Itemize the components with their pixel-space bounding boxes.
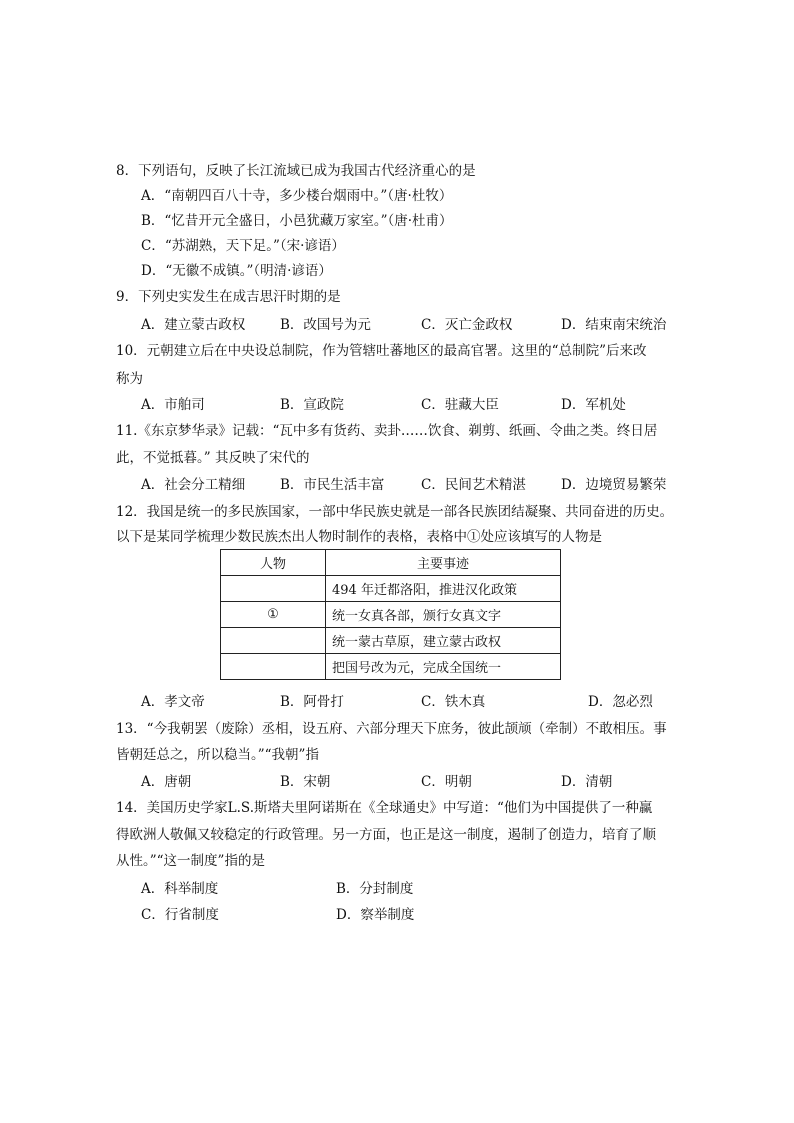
question-10-option-a: A．市舶司 <box>141 397 205 413</box>
table-cell-deeds: 统一女真各部，颁行女真文字 <box>326 602 561 628</box>
question-10-option-d: D．军机处 <box>561 397 626 413</box>
question-10-option-c: C．驻藏大臣 <box>421 397 499 413</box>
question-10-stem-line-1: 10．元朝建立后在中央设总制院，作为管辖吐蕃地区的最高官署。这里的“总制院”后来改 <box>116 343 647 359</box>
question-9-stem: 9．下列史实发生在成吉思汗时期的是 <box>116 289 341 305</box>
table-row <box>221 576 561 602</box>
question-11-option-d: D．边境贸易繁荣 <box>561 477 667 493</box>
table-cell-person: ① <box>221 602 326 628</box>
question-9-option-c: C．灭亡金政权 <box>421 317 513 333</box>
table-row <box>221 628 561 654</box>
table-cell-person <box>221 576 326 602</box>
table-row <box>221 654 561 680</box>
question-13-stem-line-2: 皆朝廷总之，所以稳当。”“我朝”指 <box>116 747 319 763</box>
question-8-option-d: D．“无徽不成镇。”（明清·谚语） <box>141 263 332 279</box>
question-10-option-b: B．宣政院 <box>280 397 344 413</box>
table-cell-deeds: 统一蒙古草原，建立蒙古政权 <box>326 628 561 654</box>
question-14-option-a: A．科举制度 <box>141 881 219 897</box>
question-14-option-c: C．行省制度 <box>141 907 219 923</box>
question-13-stem-line-1: 13．“今我朝罢（废除）丞相，设五府、六部分理天下庶务，彼此颉颃（牵制）不敢相压。事 <box>116 721 667 737</box>
table-cell-deeds: 494 年迁都洛阳，推进汉化政策 <box>326 576 561 602</box>
question-12-option-b: B．阿骨打 <box>280 694 344 710</box>
question-14-option-d: D．察举制度 <box>336 907 415 923</box>
question-12-stem-line-2: 以下是某同学梳理少数民族杰出人物时制作的表格，表格中①处应该填写的人物是 <box>116 529 602 545</box>
question-14-stem-line-1: 14．美国历史学家L.S.斯塔夫里阿诺斯在《全球通史》中写道：“他们为中国提供了一种赢 <box>116 800 653 816</box>
question-13-option-c: C．明朝 <box>421 774 472 790</box>
question-10-stem-line-2: 称为 <box>116 371 143 387</box>
question-11-option-a: A．社会分工精细 <box>141 477 246 493</box>
question-11-option-b: B．市民生活丰富 <box>280 477 385 493</box>
question-9-option-b: B．改国号为元 <box>280 317 371 333</box>
header-deeds: 主要事迹 <box>326 550 561 576</box>
question-13-option-a: A．唐朝 <box>141 774 192 790</box>
question-8-option-a: A．“南朝四百八十寺，多少楼台烟雨中。”（唐·杜牧） <box>141 188 453 204</box>
question-8-option-b: B．“忆昔开元全盛日，小邑犹藏万家室。”（唐·杜甫） <box>141 213 453 229</box>
question-11-stem-line-1: 11.《东京梦华录》记载：“瓦中多有货药、卖卦……饮食、剃剪、纸画、令曲之类。终日居 <box>116 423 658 439</box>
question-12-option-a: A．孝文帝 <box>141 694 205 710</box>
header-person: 人物 <box>221 550 326 576</box>
ethnic-figures-table <box>220 549 561 680</box>
question-9-option-a: A．建立蒙古政权 <box>141 317 246 333</box>
question-12-option-d: D．忽必烈 <box>588 694 653 710</box>
question-13-option-d: D．清朝 <box>561 774 613 790</box>
question-12-option-c: C．铁木真 <box>421 694 486 710</box>
table-cell-deeds: 把国号改为元，完成全国统一 <box>326 654 561 680</box>
question-11-option-c: C．民间艺术精湛 <box>421 477 526 493</box>
question-11-stem-line-2: 此，不觉抵暮。” 其反映了宋代的 <box>116 450 310 466</box>
question-12-stem-line-1: 12．我国是统一的多民族国家，一部中华民族史就是一部各民族团结凝聚、共同奋进的历史。 <box>116 504 674 520</box>
table-cell-person <box>221 654 326 680</box>
table-cell-person <box>221 628 326 654</box>
table-row <box>221 602 561 628</box>
question-8-stem: 8．下列语句，反映了长江流域已成为我国古代经济重心的是 <box>116 163 476 179</box>
question-14-stem-line-3: 从性。”“这一制度”指的是 <box>116 853 265 869</box>
question-13-option-b: B．宋朝 <box>280 774 331 790</box>
question-14-stem-line-2: 得欧洲人敬佩又较稳定的行政管理。另一方面，也正是这一制度，遏制了创造力，培育了顺 <box>116 827 656 843</box>
question-8-option-c: C．“苏湖熟，天下足。”（宋·谚语） <box>141 238 345 254</box>
question-14-option-b: B．分封制度 <box>336 881 414 897</box>
table-header-row <box>221 550 561 576</box>
question-9-option-d: D．结束南宋统治 <box>561 317 667 333</box>
